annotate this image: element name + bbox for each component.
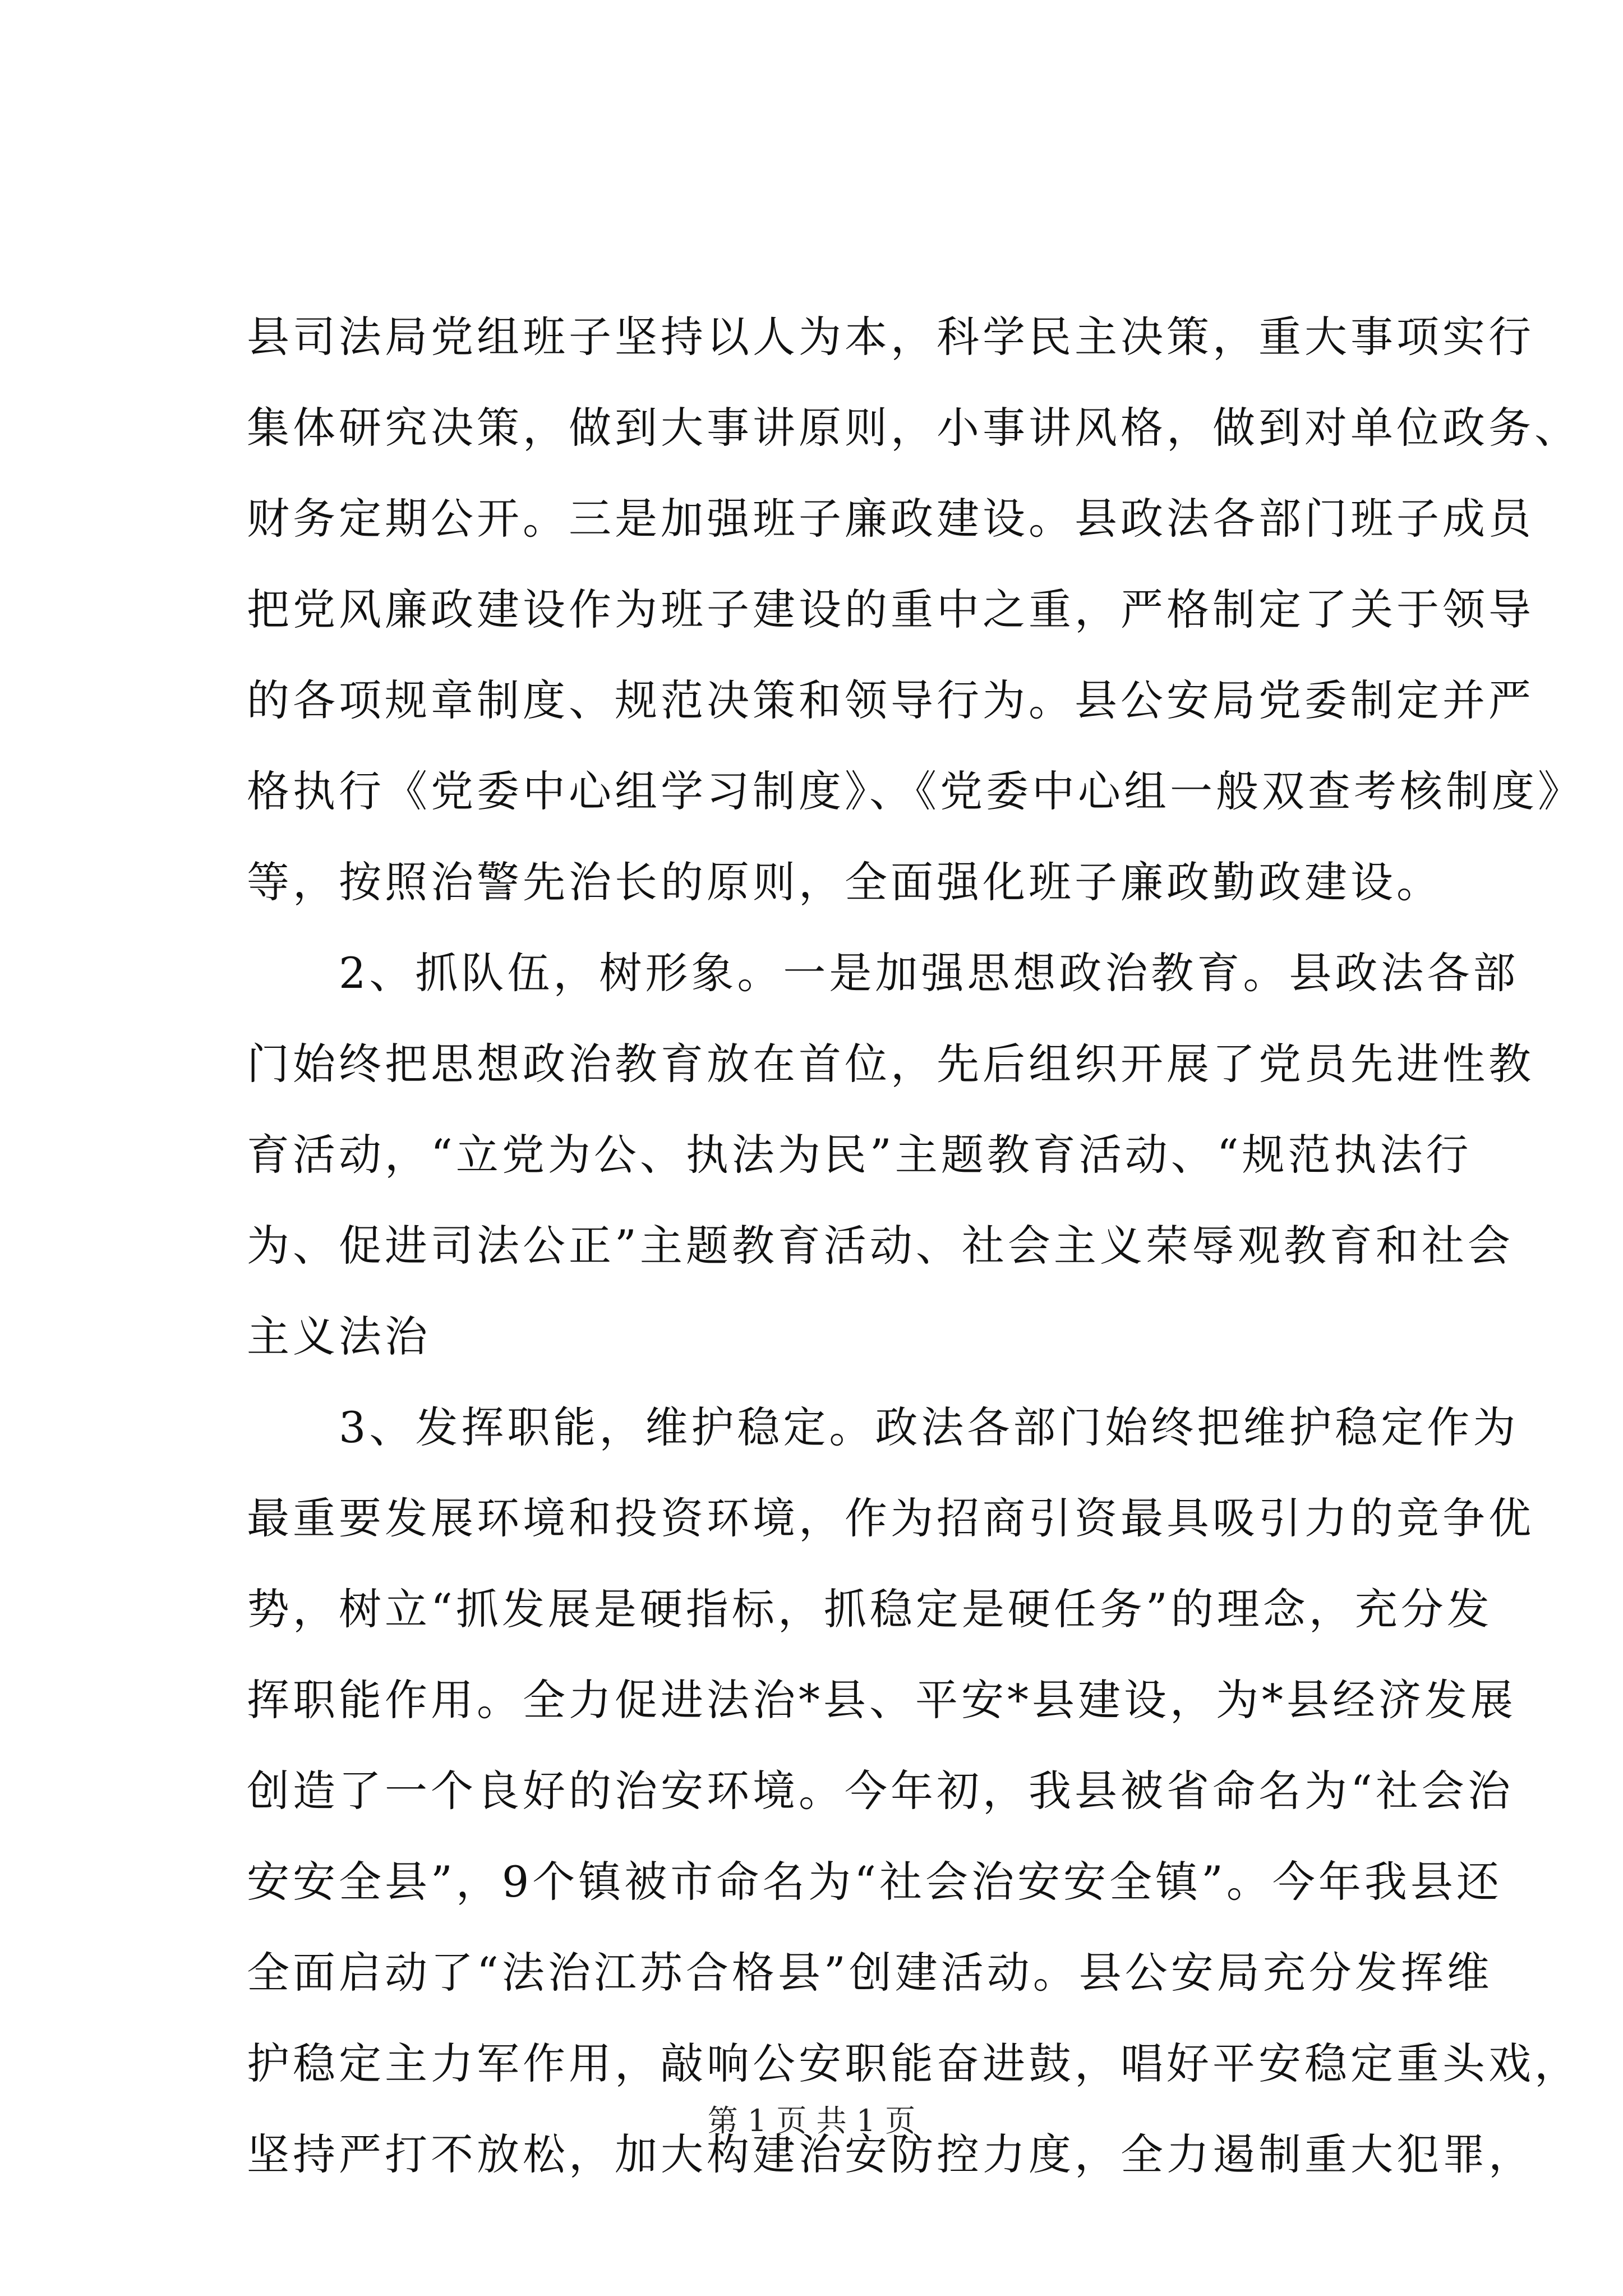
document-body	[247, 292, 1584, 2200]
text-line: 的各项规章制度、规范决策和领导行为。县公安局党委制定并严	[247, 675, 1534, 725]
text-line: 主义法治	[247, 1312, 431, 1361]
text-line: 集体研究决策，做到大事讲原则，小事讲风格，做到对单位政务、	[247, 403, 1580, 453]
text-line: 把党风廉政建设作为班子建设的重中之重，严格制定了关于领导	[247, 585, 1534, 634]
paragraph	[247, 292, 1584, 928]
text-line: 为、促进司法公正”主题教育活动、社会主义荣辱观教育和社会	[247, 1221, 1514, 1271]
page-footer: 第 1 页 共 1 页	[707, 2103, 916, 2138]
text-line: 最重要发展环境和投资环境，作为招商引资最具吸引力的竞争优	[247, 1493, 1534, 1543]
text-line: 财务定期公开。三是加强班子廉政建设。县政法各部门班子成员	[247, 494, 1534, 544]
text-line: 县司法局党组班子坚持以人为本，科学民主决策，重大事项实行	[247, 312, 1534, 362]
text-line: 创造了一个良好的治安环境。今年初，我县被省命名为“社会治	[247, 1766, 1514, 1816]
text-line: 挥职能作用。全力促进法治*县、平安*县建设，为*县经济发展	[247, 1675, 1516, 1725]
text-line: 势，树立“抓发展是硬指标，抓稳定是硬任务”的理念，充分发	[247, 1584, 1493, 1634]
paragraph	[247, 928, 1534, 1382]
text-line: 坚持严打不放松，加大构建治安防控力度，全力遏制重大犯罪，	[247, 2129, 1534, 2179]
text-line: 等，按照治警先治长的原则，全面强化班子廉政勤政建设。	[247, 857, 1442, 907]
text-line: 2、抓队伍，树形象。一是加强思想政治教育。县政法各部	[339, 948, 1519, 998]
text-line: 育活动，“立党为公、执法为民”主题教育活动、“规范执法行	[247, 1130, 1472, 1180]
text-line: 安安全县”，9个镇被市命名为“社会治安安全镇”。今年我县还	[247, 1857, 1502, 1907]
text-line: 门始终把思想政治教育放在首位，先后组织开展了党员先进性教	[247, 1039, 1534, 1089]
paragraph	[247, 1382, 1580, 2200]
text-line: 3、发挥职能，维护稳定。政法各部门始终把维护稳定作为	[339, 1402, 1519, 1452]
text-line: 格执行《党委中心组学习制度》、《党委中心组一般双查考核制度》	[247, 766, 1584, 816]
text-line: 护稳定主力军作用，敲响公安职能奋进鼓，唱好平安稳定重头戏，	[247, 2039, 1580, 2088]
text-line: 全面启动了“法治江苏合格县”创建活动。县公安局充分发挥维	[247, 1948, 1493, 1998]
